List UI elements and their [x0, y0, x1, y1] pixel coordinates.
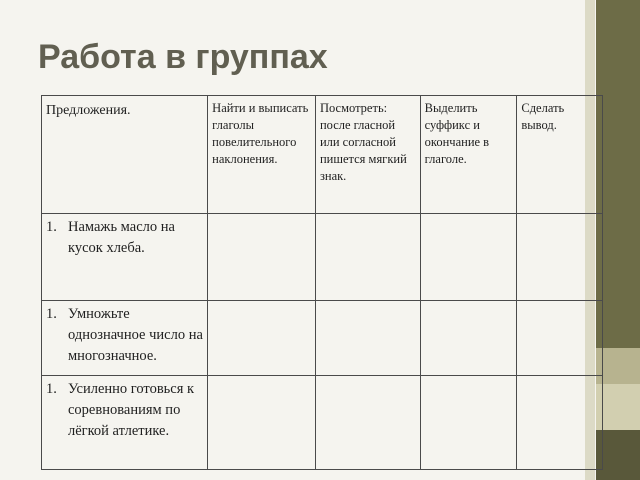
header-label: Найти и выписать глаголы повелительного наклонения. — [212, 101, 309, 166]
sentence-text: Умножьте однозначное число на многозначное. — [68, 306, 203, 364]
group-work-table — [41, 95, 603, 470]
header-label: Посмотреть: после гласной или согласной пишется мягкий знак. — [319, 101, 407, 183]
header-label: Выделить суффикс и окончание в глаголе. — [424, 101, 490, 166]
header-cell-sentences — [42, 96, 208, 214]
sentence-cell — [42, 301, 208, 376]
answer-cell[interactable] — [420, 301, 517, 376]
answer-cell[interactable] — [315, 376, 420, 470]
table-row — [42, 301, 603, 376]
header-cell-conclusion — [517, 96, 603, 214]
list-number: 1. — [46, 381, 57, 397]
list-number: 1. — [46, 219, 57, 235]
list-number: 1. — [46, 306, 57, 322]
answer-cell[interactable] — [208, 214, 316, 301]
answer-cell[interactable] — [517, 376, 603, 470]
sentence-text: Усиленно готовься к соревнованиям по лёгкой атлетике. — [68, 381, 195, 439]
answer-cell[interactable] — [420, 376, 517, 470]
table-row — [42, 376, 603, 470]
answer-cell[interactable] — [208, 376, 316, 470]
answer-cell[interactable] — [517, 301, 603, 376]
header-label: Предложения. — [46, 103, 131, 118]
table-header-row — [42, 96, 603, 214]
header-label: Сделать вывод. — [521, 101, 565, 132]
sentence-cell — [42, 376, 208, 470]
answer-cell[interactable] — [315, 214, 420, 301]
answer-cell[interactable] — [517, 214, 603, 301]
header-cell-soft-sign — [315, 96, 420, 214]
sentence-text: Намажь масло на кусок хлеба. — [68, 219, 175, 256]
table-row — [42, 214, 603, 301]
sentence-cell — [42, 214, 208, 301]
slide-title: Работа в группах — [38, 38, 328, 76]
header-cell-find-verbs — [208, 96, 316, 214]
header-cell-suffix-ending — [420, 96, 517, 214]
answer-cell[interactable] — [420, 214, 517, 301]
answer-cell[interactable] — [208, 301, 316, 376]
answer-cell[interactable] — [315, 301, 420, 376]
